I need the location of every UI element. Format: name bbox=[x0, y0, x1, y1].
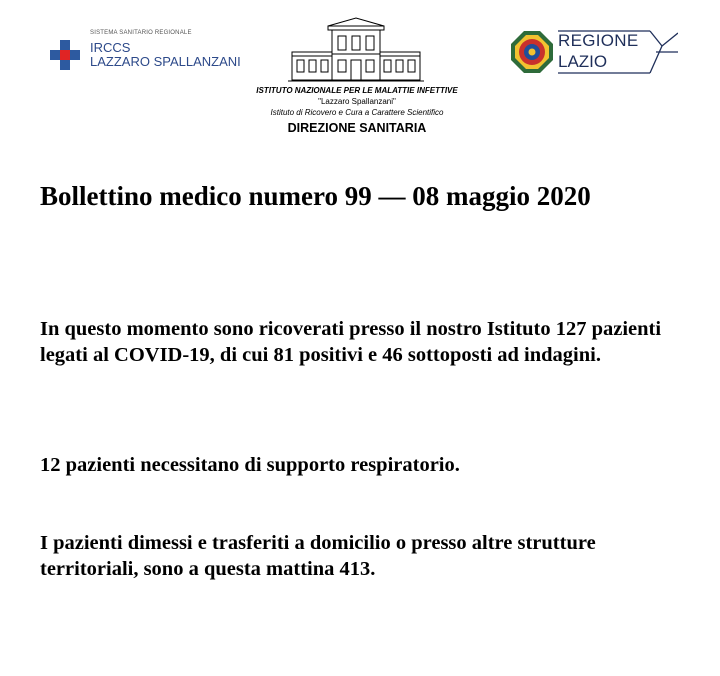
institute-heading bbox=[200, 86, 514, 137]
medical-cross-icon bbox=[50, 40, 80, 70]
bulletin-paragraph-discharged: I pazienti dimessi e trasferiti a domicilio o presso altre strutture territoriali, sono a questa mattina 413. bbox=[40, 532, 596, 580]
institute-description: Istituto di Ricovero e Cura a Carattere Scientifico bbox=[270, 108, 444, 117]
irccs-logo-tagline: SISTEMA SANITARIO REGIONALE bbox=[90, 30, 192, 36]
lazio-emblem-icon bbox=[510, 30, 554, 74]
lazio-logo-line2: LAZIO bbox=[558, 52, 608, 71]
institute-subtitle: "Lazzaro Spallanzani" bbox=[318, 97, 396, 106]
department-name: DIREZIONE SANITARIA bbox=[287, 121, 427, 135]
irccs-logo-line2: LAZZARO SPALLANZANI bbox=[90, 54, 241, 69]
lazio-logo-line1: REGIONE bbox=[558, 31, 639, 50]
institute-building-icon bbox=[288, 16, 424, 84]
irccs-logo-line1: IRCCS bbox=[90, 40, 131, 55]
bulletin-title: Bollettino medico numero 99 — 08 maggio 2020 bbox=[40, 181, 591, 211]
irccs-logo bbox=[50, 28, 240, 76]
bulletin-paragraph-hospitalized: In questo momento sono ricoverati presso il nostro Istituto 127 pazienti legati al COVID-19, di cui 81 positivi e 46 sottoposti ad indagini. bbox=[40, 318, 662, 366]
bulletin-paragraph-respiratory: 12 pazienti necessitano di supporto respiratorio. bbox=[40, 454, 460, 476]
institute-name: ISTITUTO NAZIONALE PER LE MALATTIE INFETTIVE bbox=[256, 86, 458, 95]
regione-lazio-logo bbox=[508, 28, 678, 78]
